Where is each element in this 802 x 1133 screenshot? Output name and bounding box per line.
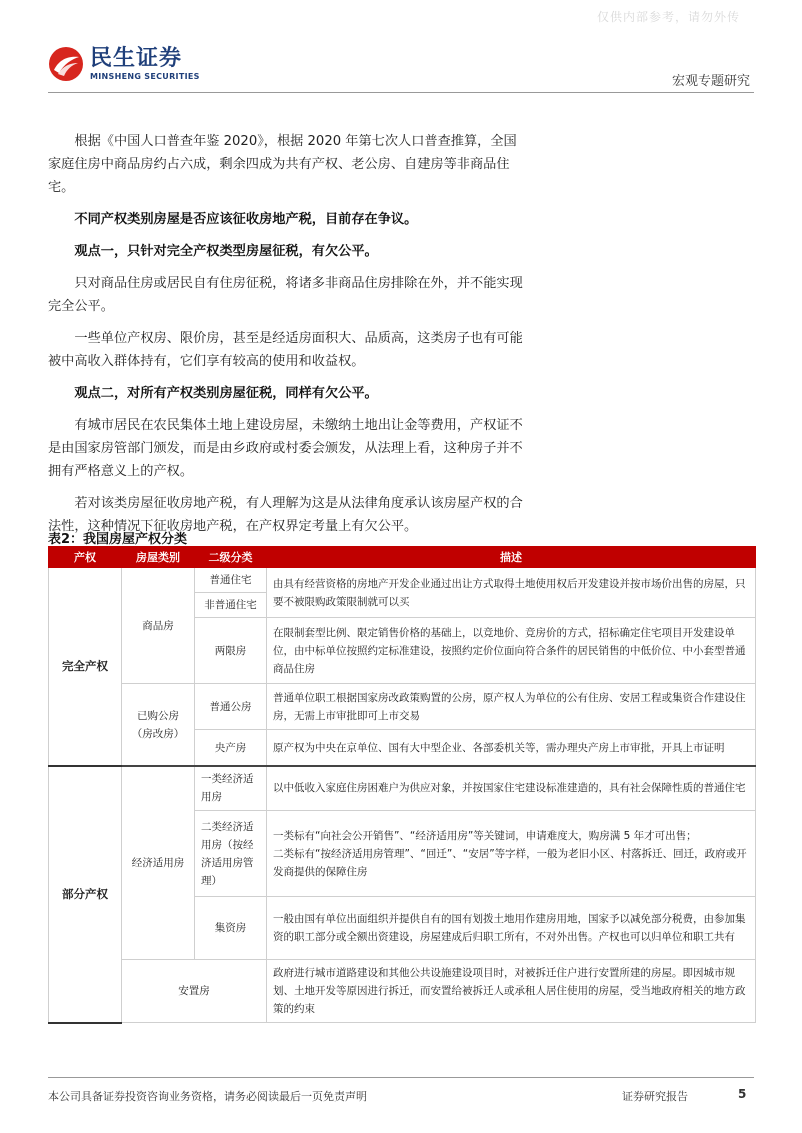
paragraph: 有城市居民在农民集体土地上建设房屋，未缴纳土地出让金等费用，产权证不是由国家房管部门颁发，而是由乡政府或村委会颁发，从法理上看，这种房子并不拥有严格意义上的产权。 <box>48 418 523 479</box>
paragraph: 根据《中国人口普查年鉴 2020》，根据 2020 年第七次人口普查推算，全国家庭住房中商品房约占六成，剩余四成为共有产权、老公房、自建房等非商品住宅。 <box>48 134 517 195</box>
report-type: 宏观专题研究 <box>671 74 750 89</box>
ordinary-public-housing-cell: 普通公房 <box>195 684 267 730</box>
paragraph-heading: 观点二，对所有产权类别房屋征税，同样有欠公平。 <box>74 386 378 401</box>
full-rights-cell: 完全产权 <box>49 568 122 766</box>
partial-rights-cell: 部分产权 <box>49 766 122 1023</box>
header-divider <box>48 92 754 93</box>
header-cell: 房屋类别 <box>122 547 195 568</box>
collective-housing-desc: 一般由国有单位出面组织并提供自有的国有划拨土地用作建房用地，国家予以减免部分税费，由参加集资的职工部分或全额出资建设，房屋建成后归职工所有，不对外出售。产权也可以归单位和职工共有 <box>267 897 756 960</box>
header-cell: 产权 <box>49 547 122 568</box>
central-property-cell: 央产房 <box>195 730 267 766</box>
body-text <box>48 130 528 538</box>
paragraph-heading: 观点一，只针对完全产权类型房屋征税，有欠公平。 <box>74 244 378 259</box>
central-property-desc: 原产权为中央在京单位、国有大中型企业、各部委机关等，需办理央产房上市审批，开具上市证明 <box>267 730 756 766</box>
ordinary-public-housing-desc: 普通单位职工根据国家房改政策购置的公房，原产权人为单位的公有住房、安居工程或集资合作建设住房，无需上市审批即可上市交易 <box>267 684 756 730</box>
affordable-type2-desc <box>267 811 756 897</box>
commodity-housing-cell: 商品房 <box>122 568 195 684</box>
paragraph: 只对商品住房或居民自有住房征税，将诸多非商品住房排除在外，并不能实现完全公平。 <box>48 276 523 314</box>
affordable-type2-cell: 二类经济适用房（按经济适用房管理） <box>195 811 267 897</box>
paragraph: 若对该类房屋征收房地产税，有人理解为这是从法律角度承认该房屋产权的合法性，这种情况下征收房地产税，在产权界定考量上有欠公平。 <box>48 496 523 534</box>
limited-price-housing-desc: 在限制套型比例、限定销售价格的基础上，以竞地价、竞房价的方式，招标确定住宅项目开发建设单位，由中标单位按照约定标准建设，按照约定价位面向符合条件的居民销售的中低价位、中小套型普通商品住房 <box>267 618 756 684</box>
resettlement-housing-cell: 安置房 <box>122 960 267 1023</box>
footer-doc-type: 证券研究报告 <box>622 1090 688 1103</box>
purchased-label-2: （房改房） <box>131 727 185 740</box>
minsheng-logo-icon <box>48 46 84 82</box>
collective-housing-cell: 集资房 <box>195 897 267 960</box>
resettlement-housing-desc: 政府进行城市道路建设和其他公共设施建设项目时，对被拆迁住户进行安置所建的房屋。即因城市规划、土地开发等原因进行拆迁，而安置给被拆迁人或承租人居住使用的房屋，受当地政府相关的地方政策的约束 <box>267 960 756 1023</box>
purchased-label: 已购公房 <box>137 709 179 722</box>
header-cell: 二级分类 <box>195 547 267 568</box>
affordable-type2-desc-1: 一类标有“向社会公开销售”、“经济适用房”等关键词，申请难度大，购房满 5 年才可出售； <box>273 829 697 842</box>
watermark: 仅供内部参考，请勿外传 <box>596 10 740 24</box>
page-number: 5 <box>738 1087 747 1101</box>
footer-disclaimer: 本公司具备证券投资咨询业务资格，请务必阅读最后一页免责声明 <box>48 1090 367 1103</box>
affordable-type2-desc-2: 二类标有“按经济适用房管理”、“回迁”、“安居”等字样，一般为老旧小区、村落拆迁、回迁，政府或开发商提供的保障住房 <box>273 847 747 878</box>
purchased-public-housing-cell <box>122 684 195 766</box>
affordable-housing-cell: 经济适用房 <box>122 766 195 960</box>
table-title: 表2：我国房屋产权分类 <box>48 532 188 547</box>
affordable-type1-desc: 以中低收入家庭住房困难户为供应对象，并按国家住宅建设标准建造的，具有社会保障性质的普通住宅 <box>267 766 756 811</box>
brand-name-en: MINSHENG SECURITIES <box>90 71 200 81</box>
ordinary-housing-cell: 普通住宅 <box>195 568 267 593</box>
brand-name-cn: 民生证券 <box>90 45 183 71</box>
ordinary-housing-desc: 由具有经营资格的房地产开发企业通过出让方式取得土地使用权后开发建设并按市场价出售的房屋，只要不被限购政策限制就可以买 <box>267 568 756 618</box>
header-cell: 描述 <box>267 547 756 568</box>
property-rights-table <box>48 546 755 1024</box>
brand-logo <box>48 44 200 84</box>
non-ordinary-housing-cell: 非普通住宅 <box>195 593 267 618</box>
paragraph-heading: 不同产权类别房屋是否应该征收房地产税，目前存在争议。 <box>74 212 418 227</box>
footer-divider <box>48 1077 754 1078</box>
paragraph: 一些单位产权房、限价房，甚至是经适房面积大、品质高，这类房子也有可能被中高收入群体持有，它们享有较高的使用和收益权。 <box>48 331 523 369</box>
affordable-type1-cell: 一类经济适用房 <box>195 766 267 811</box>
limited-price-housing-cell: 两限房 <box>195 618 267 684</box>
